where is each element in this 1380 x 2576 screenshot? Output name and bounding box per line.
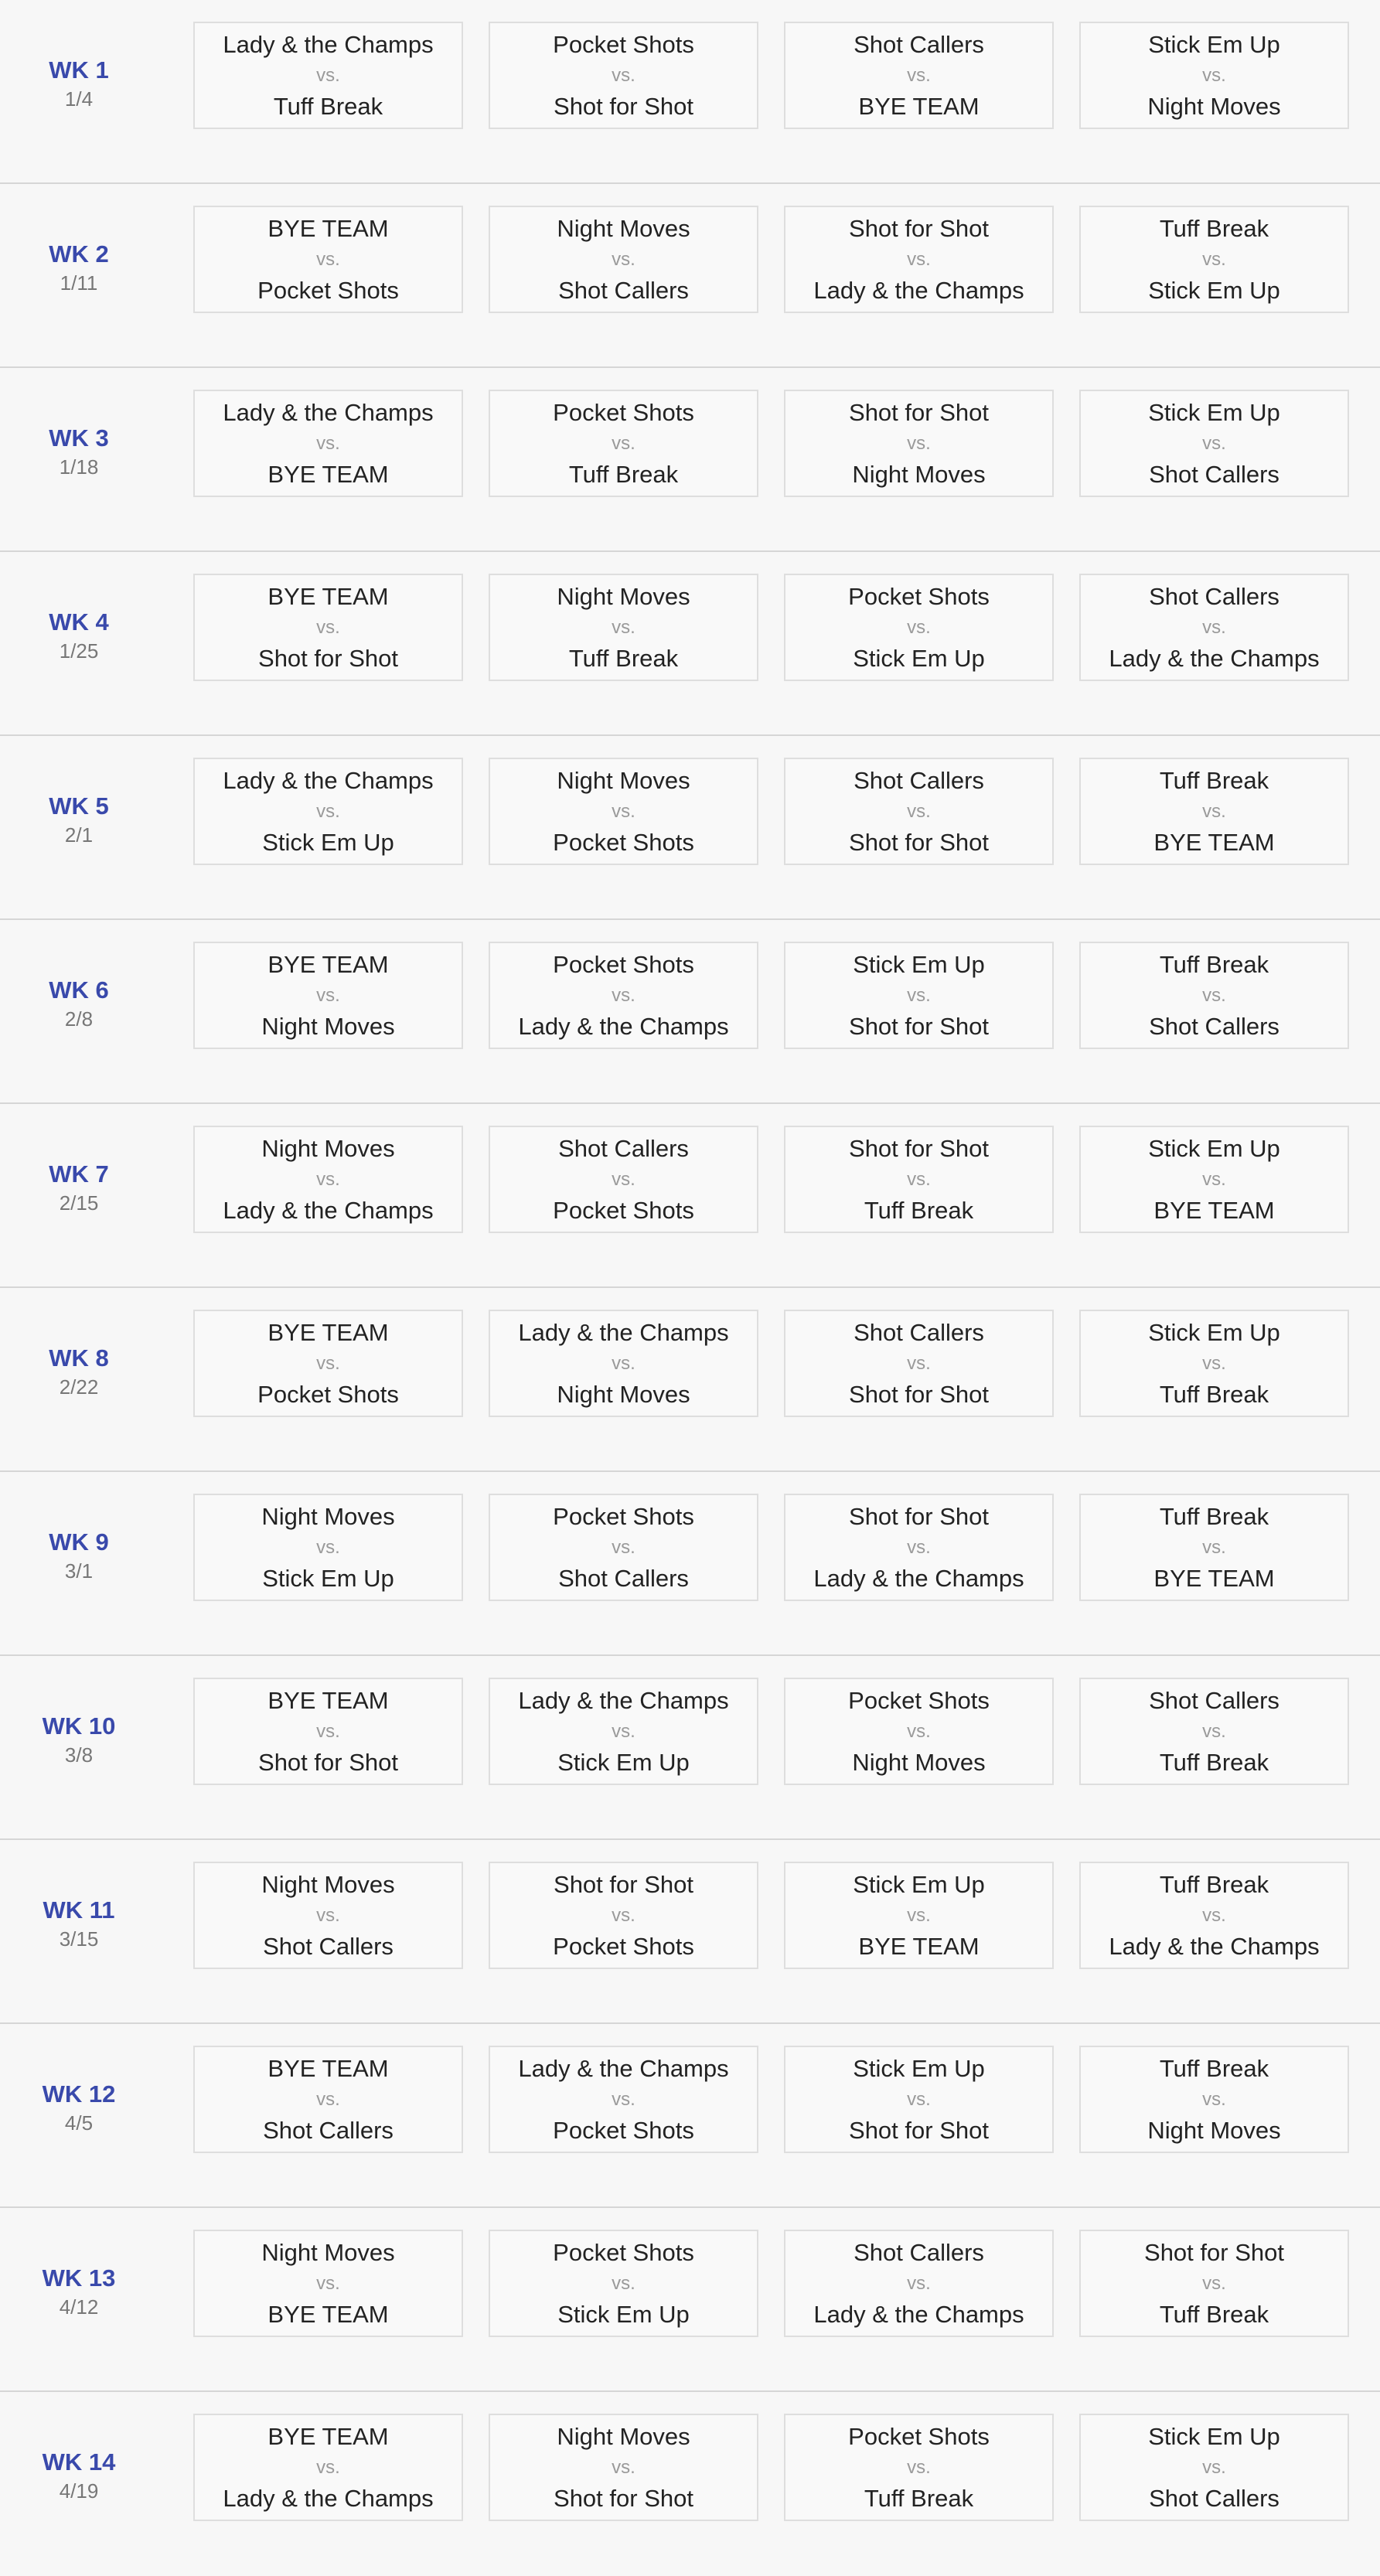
week-name: WK 12 — [42, 2080, 116, 2107]
away-team: Tuff Break — [864, 1196, 974, 1224]
home-team: BYE TEAM — [267, 214, 389, 242]
versus-label: vs. — [612, 2456, 635, 2478]
away-team: Shot for Shot — [554, 2484, 693, 2512]
matches — [193, 206, 1349, 313]
away-team: Night Moves — [852, 460, 986, 488]
week-date: 1/18 — [59, 455, 99, 479]
week-name: WK 6 — [49, 976, 109, 1003]
home-team: BYE TEAM — [267, 2422, 389, 2450]
away-team: Pocket Shots — [257, 1380, 399, 1408]
home-team: Night Moves — [557, 582, 690, 610]
match-card[interactable] — [784, 1126, 1054, 1233]
week-label — [0, 1104, 158, 1288]
away-team: Tuff Break — [1159, 2300, 1269, 2328]
versus-label: vs. — [1202, 616, 1226, 638]
versus-label: vs. — [1202, 432, 1226, 454]
week-label — [0, 2392, 158, 2576]
home-team: Lady & the Champs — [518, 1686, 729, 1714]
away-team: Tuff Break — [568, 644, 679, 672]
away-team: BYE TEAM — [1153, 828, 1275, 856]
week-row — [0, 2208, 1380, 2392]
week-date: 2/8 — [64, 1007, 94, 1031]
week-row — [0, 1840, 1380, 2024]
versus-label: vs. — [612, 984, 635, 1006]
week-label — [0, 736, 158, 920]
home-team: Shot Callers — [1149, 1686, 1279, 1714]
versus-label: vs. — [316, 616, 340, 638]
versus-label: vs. — [1202, 2088, 1226, 2110]
home-team: Pocket Shots — [848, 2422, 990, 2450]
versus-label: vs. — [612, 248, 635, 270]
home-team: BYE TEAM — [267, 2054, 389, 2082]
away-team: Lady & the Champs — [223, 1196, 434, 1224]
match-card[interactable] — [193, 2046, 463, 2153]
away-team: Shot Callers — [263, 2116, 394, 2144]
week-row — [0, 920, 1380, 1104]
match-card[interactable] — [489, 2414, 758, 2521]
match-card[interactable] — [784, 758, 1054, 865]
week-date: 4/12 — [59, 2295, 99, 2319]
home-team: BYE TEAM — [267, 1318, 389, 1346]
away-team: Shot Callers — [558, 276, 689, 304]
away-team: Tuff Break — [568, 460, 679, 488]
away-team: Stick Em Up — [557, 1748, 690, 1776]
match-card[interactable] — [193, 2414, 463, 2521]
week-date: 1/25 — [59, 639, 99, 663]
home-team: Stick Em Up — [1148, 30, 1280, 58]
away-team: BYE TEAM — [1153, 1196, 1275, 1224]
away-team: Stick Em Up — [853, 644, 985, 672]
match-card[interactable] — [489, 1678, 758, 1785]
week-label — [0, 1840, 158, 2024]
home-team: Tuff Break — [1159, 2054, 1269, 2082]
match-card[interactable] — [193, 942, 463, 1049]
versus-label: vs. — [316, 800, 340, 822]
match-card[interactable] — [1079, 2230, 1349, 2337]
matches — [193, 942, 1349, 1049]
match-card[interactable] — [489, 1310, 758, 1417]
versus-label: vs. — [612, 1720, 635, 1742]
versus-label: vs. — [612, 2088, 635, 2110]
match-card[interactable] — [1079, 1310, 1349, 1417]
versus-label: vs. — [316, 2272, 340, 2294]
week-row — [0, 1104, 1380, 1288]
away-team: Shot for Shot — [554, 92, 693, 120]
week-label — [0, 1656, 158, 1840]
away-team: BYE TEAM — [858, 1932, 980, 1960]
week-date: 2/15 — [59, 1191, 99, 1215]
match-card[interactable] — [1079, 942, 1349, 1049]
week-row — [0, 2024, 1380, 2208]
home-team: Pocket Shots — [553, 950, 694, 978]
matches — [193, 2230, 1349, 2337]
away-team: Pocket Shots — [553, 1196, 694, 1224]
versus-label: vs. — [316, 2456, 340, 2478]
week-label — [0, 1288, 158, 1472]
versus-label: vs. — [316, 1536, 340, 1558]
match-card[interactable] — [784, 1678, 1054, 1785]
away-team: Stick Em Up — [557, 2300, 690, 2328]
week-date: 1/11 — [60, 271, 98, 295]
week-date: 2/1 — [64, 823, 94, 847]
home-team: Lady & the Champs — [518, 1318, 729, 1346]
away-team: Shot for Shot — [849, 1012, 989, 1040]
home-team: BYE TEAM — [267, 582, 389, 610]
week-row — [0, 1472, 1380, 1656]
match-card[interactable] — [1079, 2414, 1349, 2521]
away-team: Lady & the Champs — [813, 2300, 1024, 2328]
home-team: Tuff Break — [1159, 950, 1269, 978]
week-row — [0, 736, 1380, 920]
versus-label: vs. — [907, 1352, 931, 1374]
home-team: Stick Em Up — [1148, 1318, 1280, 1346]
home-team: Shot Callers — [854, 1318, 984, 1346]
match-card[interactable] — [193, 1126, 463, 1233]
home-team: Pocket Shots — [848, 582, 990, 610]
away-team: Lady & the Champs — [813, 276, 1024, 304]
away-team: Lady & the Champs — [813, 1564, 1024, 1592]
versus-label: vs. — [316, 432, 340, 454]
away-team: Lady & the Champs — [1109, 1932, 1320, 1960]
versus-label: vs. — [612, 800, 635, 822]
home-team: Night Moves — [261, 1134, 395, 1162]
week-label — [0, 2024, 158, 2208]
match-card[interactable] — [489, 22, 758, 129]
match-card[interactable] — [784, 1494, 1054, 1601]
week-row — [0, 2392, 1380, 2576]
home-team: Lady & the Champs — [223, 30, 434, 58]
matches — [193, 2414, 1349, 2521]
versus-label: vs. — [907, 64, 931, 86]
week-name: WK 10 — [42, 1712, 116, 1739]
match-card[interactable] — [193, 206, 463, 313]
away-team: Night Moves — [1147, 92, 1281, 120]
home-team: Shot Callers — [854, 766, 984, 794]
home-team: Pocket Shots — [848, 1686, 990, 1714]
matches — [193, 1862, 1349, 1969]
matches — [193, 758, 1349, 865]
versus-label: vs. — [316, 1904, 340, 1926]
versus-label: vs. — [907, 984, 931, 1006]
away-team: Shot for Shot — [849, 2116, 989, 2144]
match-card[interactable] — [1079, 1862, 1349, 1969]
match-card[interactable] — [193, 1862, 463, 1969]
home-team: Shot Callers — [854, 30, 984, 58]
home-team: Night Moves — [557, 766, 690, 794]
versus-label: vs. — [612, 1536, 635, 1558]
versus-label: vs. — [612, 432, 635, 454]
home-team: Tuff Break — [1159, 1502, 1269, 1530]
versus-label: vs. — [907, 2272, 931, 2294]
home-team: Stick Em Up — [853, 1870, 985, 1898]
match-card[interactable] — [784, 574, 1054, 681]
matches — [193, 1678, 1349, 1785]
versus-label: vs. — [612, 1352, 635, 1374]
away-team: Tuff Break — [864, 2484, 974, 2512]
home-team: Pocket Shots — [553, 30, 694, 58]
week-label — [0, 2208, 158, 2392]
week-row — [0, 0, 1380, 184]
away-team: Shot Callers — [1149, 2484, 1279, 2512]
week-name: WK 13 — [42, 2264, 116, 2291]
week-label — [0, 184, 158, 368]
week-row — [0, 552, 1380, 736]
home-team: BYE TEAM — [267, 1686, 389, 1714]
week-row — [0, 1288, 1380, 1472]
home-team: Night Moves — [557, 214, 690, 242]
week-label — [0, 0, 158, 184]
match-card[interactable] — [1079, 1678, 1349, 1785]
away-team: Night Moves — [261, 1012, 395, 1040]
week-name: WK 11 — [43, 1896, 115, 1923]
match-card[interactable] — [489, 2046, 758, 2153]
versus-label: vs. — [1202, 800, 1226, 822]
away-team: Pocket Shots — [553, 828, 694, 856]
week-name: WK 7 — [49, 1160, 109, 1187]
week-label — [0, 920, 158, 1104]
versus-label: vs. — [1202, 1904, 1226, 1926]
versus-label: vs. — [1202, 2456, 1226, 2478]
home-team: Shot for Shot — [849, 1502, 989, 1530]
versus-label: vs. — [316, 2088, 340, 2110]
home-team: Shot for Shot — [849, 1134, 989, 1162]
home-team: Lady & the Champs — [223, 766, 434, 794]
away-team: Lady & the Champs — [223, 2484, 434, 2512]
versus-label: vs. — [612, 1904, 635, 1926]
matches — [193, 1126, 1349, 1233]
home-team: Shot Callers — [558, 1134, 689, 1162]
match-card[interactable] — [489, 574, 758, 681]
match-card[interactable] — [1079, 574, 1349, 681]
week-row — [0, 184, 1380, 368]
versus-label: vs. — [907, 2088, 931, 2110]
away-team: Night Moves — [1147, 2116, 1281, 2144]
versus-label: vs. — [316, 64, 340, 86]
versus-label: vs. — [1202, 64, 1226, 86]
home-team: Shot Callers — [1149, 582, 1279, 610]
away-team: Lady & the Champs — [1109, 644, 1320, 672]
versus-label: vs. — [612, 616, 635, 638]
match-card[interactable] — [193, 1494, 463, 1601]
versus-label: vs. — [1202, 1720, 1226, 1742]
versus-label: vs. — [907, 248, 931, 270]
away-team: Shot for Shot — [849, 828, 989, 856]
week-name: WK 9 — [49, 1528, 109, 1555]
versus-label: vs. — [1202, 1168, 1226, 1190]
match-card[interactable] — [489, 2230, 758, 2337]
match-card[interactable] — [784, 2046, 1054, 2153]
matches — [193, 2046, 1349, 2153]
versus-label: vs. — [1202, 1536, 1226, 1558]
home-team: Shot for Shot — [1144, 2238, 1284, 2266]
home-team: Night Moves — [261, 2238, 395, 2266]
match-card[interactable] — [1079, 1126, 1349, 1233]
home-team: Night Moves — [261, 1502, 395, 1530]
away-team: Pocket Shots — [553, 1932, 694, 1960]
match-card[interactable] — [784, 22, 1054, 129]
match-card[interactable] — [784, 206, 1054, 313]
away-team: Shot for Shot — [849, 1380, 989, 1408]
home-team: Tuff Break — [1159, 1870, 1269, 1898]
home-team: Night Moves — [557, 2422, 690, 2450]
versus-label: vs. — [612, 1168, 635, 1190]
away-team: Tuff Break — [1159, 1748, 1269, 1776]
week-name: WK 2 — [49, 240, 109, 267]
home-team: Night Moves — [261, 1870, 395, 1898]
away-team: Shot for Shot — [258, 1748, 398, 1776]
matches — [193, 574, 1349, 681]
week-date: 1/4 — [64, 87, 94, 111]
week-date: 3/15 — [59, 1927, 99, 1951]
versus-label: vs. — [316, 1352, 340, 1374]
away-team: BYE TEAM — [858, 92, 980, 120]
match-card[interactable] — [489, 758, 758, 865]
versus-label: vs. — [907, 432, 931, 454]
home-team: Pocket Shots — [553, 398, 694, 426]
matches — [193, 1310, 1349, 1417]
week-row — [0, 368, 1380, 552]
match-card[interactable] — [784, 2414, 1054, 2521]
home-team: Stick Em Up — [853, 950, 985, 978]
versus-label: vs. — [907, 1904, 931, 1926]
week-date: 4/5 — [64, 2111, 94, 2135]
versus-label: vs. — [1202, 2272, 1226, 2294]
match-card[interactable] — [784, 2230, 1054, 2337]
matches — [193, 1494, 1349, 1601]
home-team: Shot for Shot — [849, 214, 989, 242]
home-team: Lady & the Champs — [223, 398, 434, 426]
week-label — [0, 368, 158, 552]
match-card[interactable] — [489, 1862, 758, 1969]
away-team: Night Moves — [852, 1748, 986, 1776]
away-team: Stick Em Up — [262, 828, 394, 856]
versus-label: vs. — [1202, 248, 1226, 270]
match-card[interactable] — [489, 206, 758, 313]
match-card[interactable] — [489, 390, 758, 497]
match-card[interactable] — [193, 758, 463, 865]
away-team: BYE TEAM — [267, 460, 389, 488]
away-team: Tuff Break — [1159, 1380, 1269, 1408]
match-card[interactable] — [489, 1126, 758, 1233]
week-date: 3/1 — [64, 1559, 94, 1583]
away-team: Tuff Break — [273, 92, 383, 120]
week-label — [0, 552, 158, 736]
match-card[interactable] — [489, 1494, 758, 1601]
week-name: WK 1 — [49, 56, 109, 83]
week-name: WK 14 — [42, 2448, 116, 2475]
week-date: 3/8 — [64, 1743, 94, 1767]
versus-label: vs. — [907, 1720, 931, 1742]
match-card[interactable] — [784, 390, 1054, 497]
versus-label: vs. — [907, 800, 931, 822]
away-team: Pocket Shots — [553, 2116, 694, 2144]
home-team: Tuff Break — [1159, 214, 1269, 242]
away-team: Shot for Shot — [258, 644, 398, 672]
versus-label: vs. — [1202, 1352, 1226, 1374]
home-team: Stick Em Up — [853, 2054, 985, 2082]
match-card[interactable] — [1079, 758, 1349, 865]
match-card[interactable] — [193, 574, 463, 681]
home-team: Stick Em Up — [1148, 2422, 1280, 2450]
home-team: Pocket Shots — [553, 2238, 694, 2266]
match-card[interactable] — [193, 1310, 463, 1417]
versus-label: vs. — [316, 1720, 340, 1742]
home-team: Pocket Shots — [553, 1502, 694, 1530]
away-team: Night Moves — [557, 1380, 690, 1408]
versus-label: vs. — [1202, 984, 1226, 1006]
match-card[interactable] — [1079, 22, 1349, 129]
home-team: Shot for Shot — [554, 1870, 693, 1898]
week-label — [0, 1472, 158, 1656]
away-team: Stick Em Up — [1148, 276, 1280, 304]
home-team: Lady & the Champs — [518, 2054, 729, 2082]
match-card[interactable] — [193, 2230, 463, 2337]
versus-label: vs. — [316, 984, 340, 1006]
week-row — [0, 1656, 1380, 1840]
away-team: Shot Callers — [1149, 460, 1279, 488]
match-card[interactable] — [784, 1862, 1054, 1969]
home-team: Shot for Shot — [849, 398, 989, 426]
match-card[interactable] — [193, 390, 463, 497]
week-name: WK 5 — [49, 792, 109, 819]
week-name: WK 3 — [49, 424, 109, 451]
away-team: Stick Em Up — [262, 1564, 394, 1592]
versus-label: vs. — [612, 64, 635, 86]
match-card[interactable] — [784, 942, 1054, 1049]
away-team: Pocket Shots — [257, 276, 399, 304]
away-team: BYE TEAM — [1153, 1564, 1275, 1592]
match-card[interactable] — [784, 1310, 1054, 1417]
matches — [193, 22, 1349, 129]
home-team: Stick Em Up — [1148, 1134, 1280, 1162]
away-team: BYE TEAM — [267, 2300, 389, 2328]
match-card[interactable] — [1079, 390, 1349, 497]
week-name: WK 4 — [49, 608, 109, 635]
away-team: Shot Callers — [558, 1564, 689, 1592]
week-date: 2/22 — [59, 1375, 99, 1399]
match-card[interactable] — [1079, 2046, 1349, 2153]
away-team: Shot Callers — [263, 1932, 394, 1960]
week-name: WK 8 — [49, 1344, 109, 1371]
matches — [193, 390, 1349, 497]
match-card[interactable] — [489, 942, 758, 1049]
versus-label: vs. — [612, 2272, 635, 2294]
versus-label: vs. — [907, 2456, 931, 2478]
week-date: 4/19 — [59, 2479, 99, 2503]
versus-label: vs. — [907, 1536, 931, 1558]
home-team: BYE TEAM — [267, 950, 389, 978]
away-team: Lady & the Champs — [518, 1012, 729, 1040]
match-card[interactable] — [1079, 1494, 1349, 1601]
home-team: Tuff Break — [1159, 766, 1269, 794]
versus-label: vs. — [316, 248, 340, 270]
away-team: Shot Callers — [1149, 1012, 1279, 1040]
versus-label: vs. — [316, 1168, 340, 1190]
versus-label: vs. — [907, 1168, 931, 1190]
match-card[interactable] — [193, 22, 463, 129]
versus-label: vs. — [907, 616, 931, 638]
match-card[interactable] — [193, 1678, 463, 1785]
home-team: Shot Callers — [854, 2238, 984, 2266]
home-team: Stick Em Up — [1148, 398, 1280, 426]
match-card[interactable] — [1079, 206, 1349, 313]
